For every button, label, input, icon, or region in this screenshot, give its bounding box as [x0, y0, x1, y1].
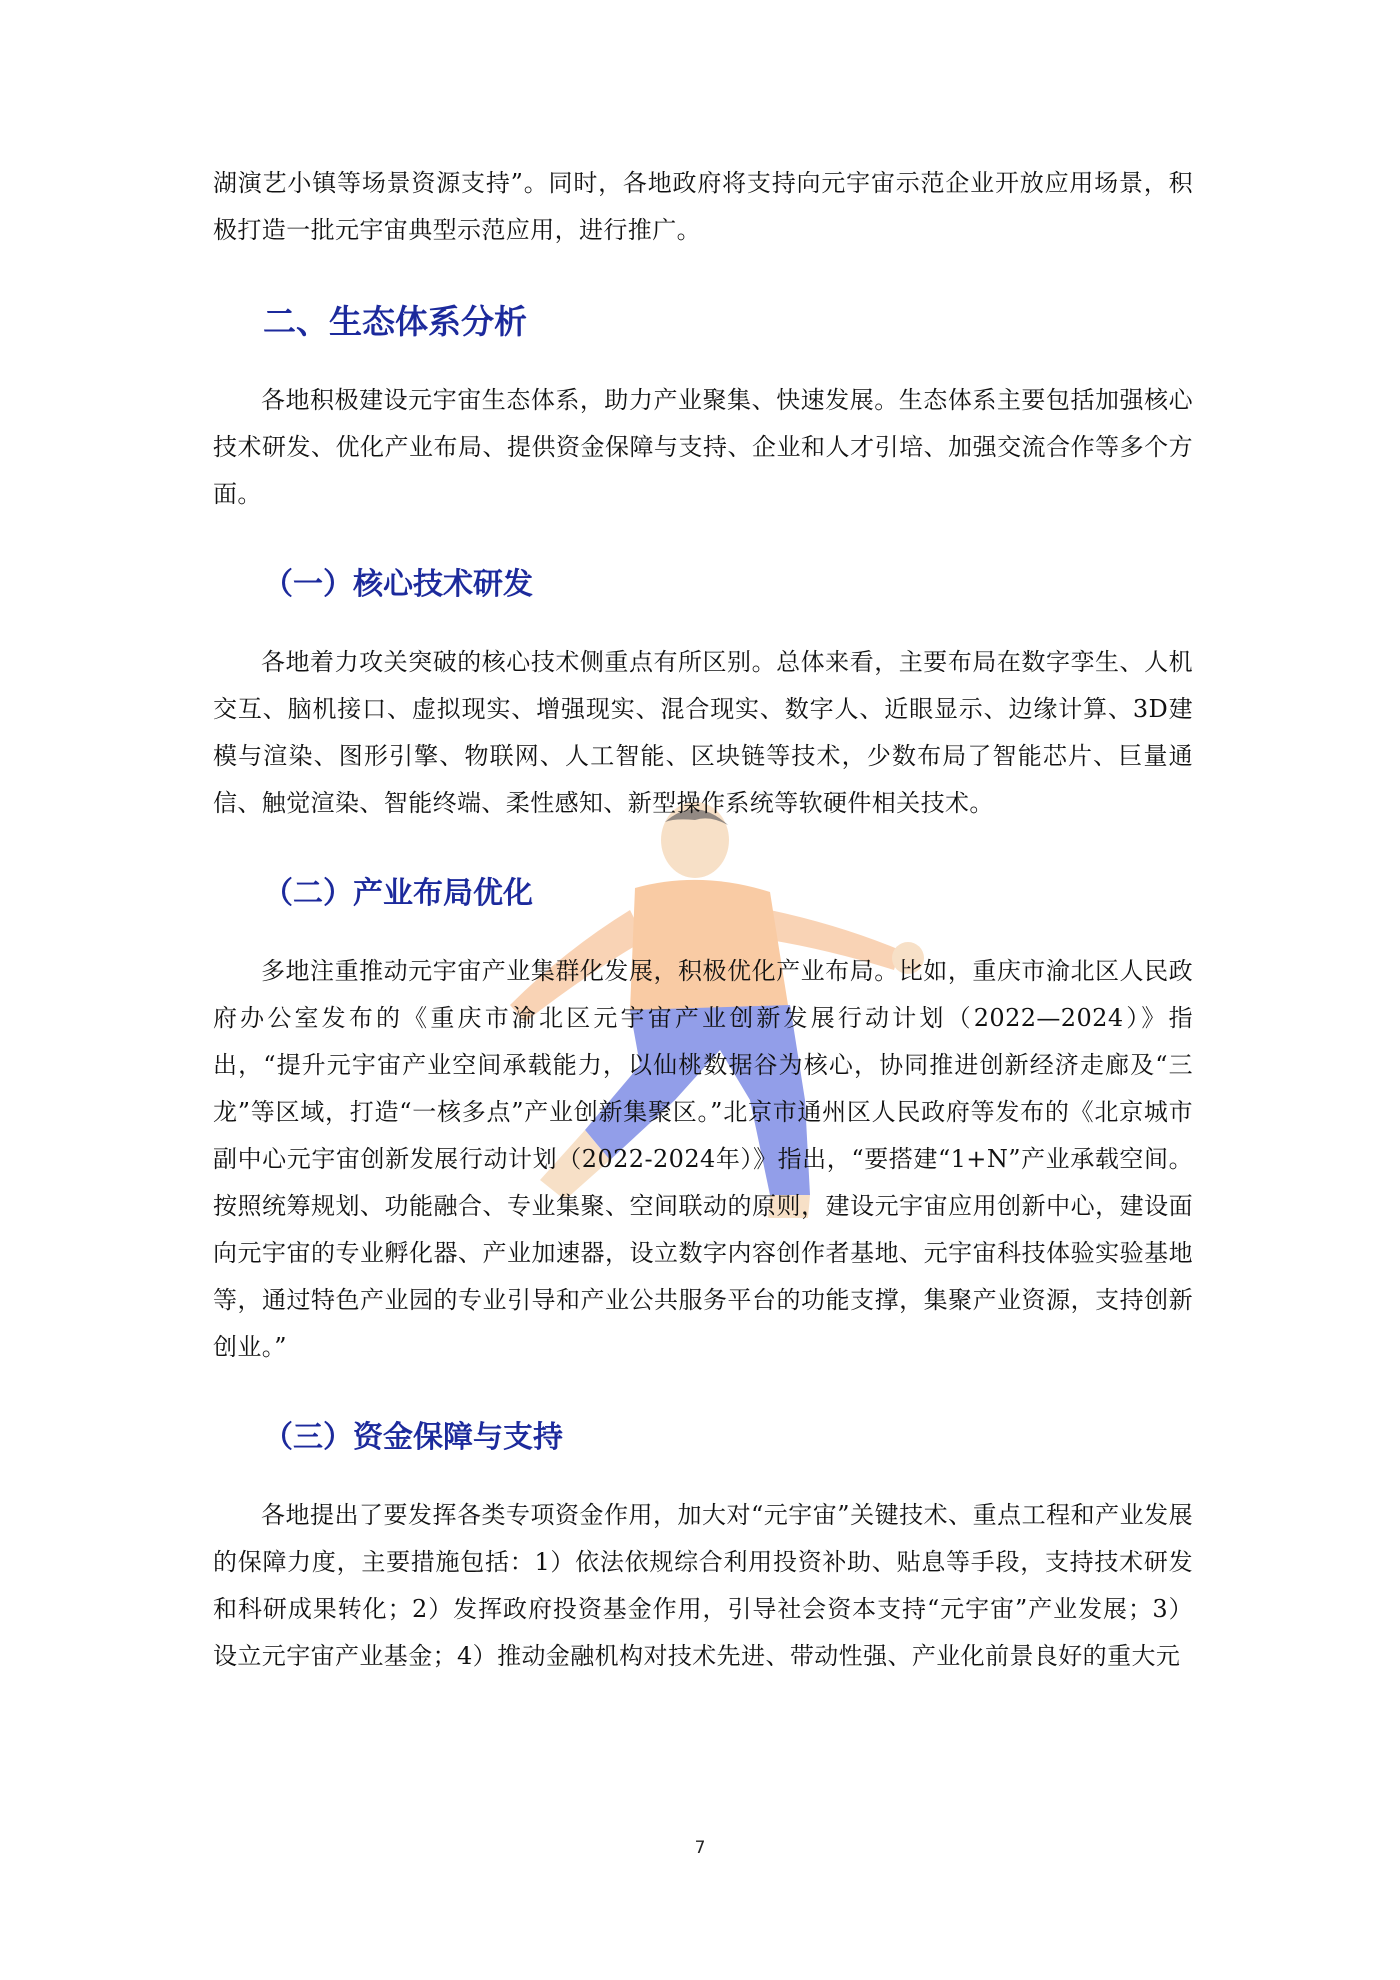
intro-paragraph: 湖演艺小镇等场景资源支持”。同时，各地政府将支持向元宇宙示范企业开放应用场景，积极打造一批元宇宙典型示范应用，进行推广。 [213, 169, 1193, 244]
subsection-2-heading: （二）产业布局优化 [263, 876, 533, 911]
subsection-1-paragraph: 各地着力攻关突破的核心技术侧重点有所区别。总体来看，主要布局在数字孪生、人机交互、脑机接口、虚拟现实、增强现实、混合现实、数字人、近眼显示、边缘计算、3D建模与渲染、图形引擎、物联网、人工智能、区块链等技术，少数布局了智能芯片、巨量通信、触觉渲染、智能终端、柔性感知、新型操作系统等软硬件相关技术。 [213, 648, 1193, 817]
subsection-1-heading: （一）核心技术研发 [263, 567, 533, 602]
section-2-heading: 二、生态体系分析 [263, 302, 527, 341]
subsection-3-paragraph: 各地提出了要发挥各类专项资金作用，加大对“元宇宙”关键技术、重点工程和产业发展的保障力度，主要措施包括：1）依法依规综合利用投资补助、贴息等手段，支持技术研发和科研成果转化；2）发挥政府投资基金作用，引导社会资本支持“元宇宙”产业发展；3）设立元宇宙产业基金；4）推动金融机构对技术先进、带动性强、产业化前景良好的重大元 [213, 1501, 1193, 1670]
subsection-2-paragraph: 多地注重推动元宇宙产业集群化发展，积极优化产业布局。比如，重庆市渝北区人民政府办公室发布的《重庆市渝北区元宇宙产业创新发展行动计划（2022—2024）》指出，“提升元宇宙产业空间承载能力，以仙桃数据谷为核心，协同推进创新经济走廊及“三龙”等区域，打造“一核多点”产业创新集聚区。”北京市通州区人民政府等发布的《北京城市副中心元宇宙创新发展行动计划（2022-2024年）》指出，“要搭建“1+N”产业承载空间。按照统筹规划、功能融合、专业集聚、空间联动的原则，建设元宇宙应用创新中心，建设面向元宇宙的专业孵化器、产业加速器，设立数字内容创作者基地、元宇宙科技体验实验基地等，通过特色产业园的专业引导和产业公共服务平台的功能支撑，集聚产业资源，支持创新创业。” [213, 957, 1193, 1361]
section-2-paragraph: 各地积极建设元宇宙生态体系，助力产业聚集、快速发展。生态体系主要包括加强核心技术研发、优化产业布局、提供资金保障与支持、企业和人才引培、加强交流合作等多个方面。 [213, 386, 1193, 508]
document-body [213, 160, 1193, 1680]
page-number: 7 [694, 1838, 706, 1858]
subsection-3-heading: （三）资金保障与支持 [263, 1420, 563, 1455]
